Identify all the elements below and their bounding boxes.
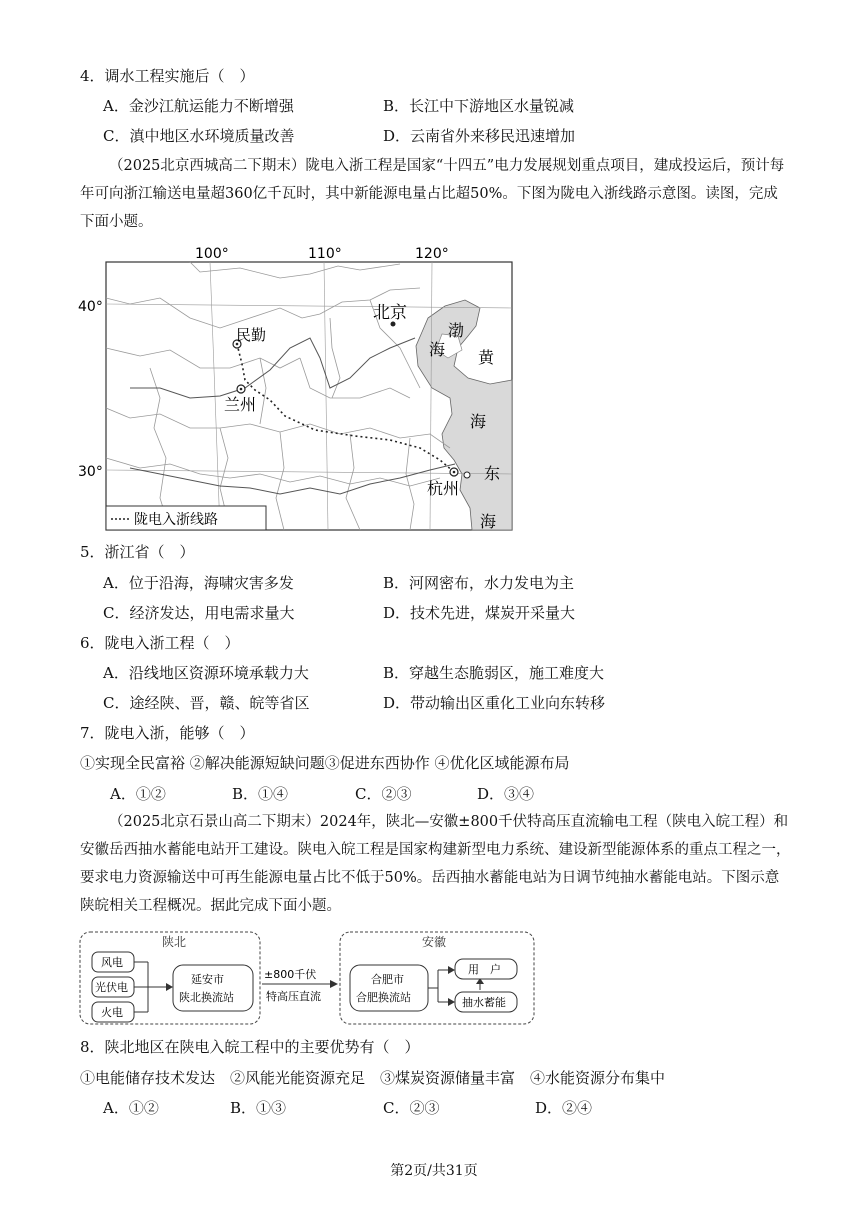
q6-option-a: A．沿线地区资源环境承载力大	[103, 664, 309, 682]
source-wind-label: 风电	[101, 956, 123, 969]
lat-label-30: 30°	[78, 464, 103, 480]
q5-option-d: D．技术先进，煤炭开采量大	[383, 604, 576, 622]
huanghai-label-2: 海	[470, 412, 487, 431]
q8-stem: 8．陕北地区在陕电入皖工程中的主要优势有（ ）	[80, 1038, 420, 1056]
q7-option-b: B．①④	[232, 785, 289, 803]
q7-items: ①实现全民富裕 ②解决能源短缺问题③促进东西协作 ④优化区域能源布局	[80, 754, 570, 772]
map-legend	[106, 506, 266, 530]
bohai-label-1: 渤	[448, 321, 465, 340]
page-number: 第2页/共31页	[390, 1163, 478, 1179]
legend-label: 陇电入浙线路	[134, 512, 218, 528]
source-thermal-label: 火电	[101, 1006, 123, 1019]
q7-option-a: A．①②	[110, 785, 166, 803]
route-map	[70, 238, 530, 534]
q7-stem: 7．陇电入浙，能够（ ）	[80, 724, 255, 742]
converter-right-bottom: 合肥换流站	[356, 991, 411, 1004]
q7-option-c: C．②③	[355, 785, 412, 803]
link-top-label: ±800千伏	[264, 968, 317, 981]
q6-stem: 6．陇电入浙工程（ ）	[80, 634, 240, 652]
storage-label: 抽水蓄能	[462, 996, 506, 1009]
lon-label-120: 120°	[415, 246, 449, 262]
q6-option-d: D．带动输出区重化工业向东转移	[383, 694, 606, 712]
q5-option-c: C．经济发达，用电需求量大	[103, 604, 295, 622]
converter-left-label: 陕北换流站	[179, 991, 234, 1004]
minqin-label: 民勤	[236, 326, 267, 344]
converter-left-prefix: 延安市	[191, 973, 224, 986]
passage-2: （2025北京石景山高二下期末）2024年，陕北—安徽±800千伏特高压直流输电工程（陕电入皖工程）和安徽岳西抽水蓄能电站开工建设。陕电入皖工程是国家构建新型电力系统、建设新型能源体系的重点工程之一，要求电力资源输送中可再生能源电量占比不低于50%。岳西抽水蓄能电站为日调节纯抽水蓄能电站。下图示意陕皖相关工程概况。据此完成下面小题。	[80, 814, 791, 914]
q5-stem: 5．浙江省（ ）	[80, 543, 195, 561]
q6-option-c: C．途经陕、晋，赣、皖等省区	[103, 694, 310, 712]
lon-label-100: 100°	[195, 246, 229, 262]
region-left-label: 陕北	[162, 935, 187, 949]
donghai-label-2: 海	[480, 512, 497, 531]
q4-option-b: B．长江中下游地区水量锐减	[383, 97, 575, 115]
project-diagram	[78, 930, 538, 1028]
region-right-label: 安徽	[422, 935, 447, 949]
link-bottom-label: 特高压直流	[266, 990, 321, 1003]
converter-left	[173, 965, 253, 1011]
q5-option-b: B．河网密布，水力发电为主	[383, 574, 575, 592]
users-label: 用 户	[468, 963, 501, 976]
lon-label-110: 110°	[308, 246, 342, 262]
q6-option-b: B．穿越生态脆弱区，施工难度大	[383, 664, 605, 682]
q4-option-d: D．云南省外来移民迅速增加	[383, 127, 576, 145]
converter-right	[350, 965, 428, 1011]
converter-right-top: 合肥市	[371, 973, 404, 986]
q4-stem: 4．调水工程实施后（ ）	[80, 67, 255, 85]
lat-label-40: 40°	[78, 299, 103, 315]
bohai-label-2: 海	[429, 340, 446, 359]
q8-option-c: C．②③	[383, 1099, 440, 1117]
lanzhou-label: 兰州	[224, 395, 257, 414]
beijing-label: 北京	[373, 303, 407, 323]
q7-option-d: D．③④	[477, 785, 535, 803]
huanghai-label-1: 黄	[478, 348, 495, 367]
q8-option-b: B．①③	[230, 1099, 287, 1117]
q8-items: ①电能储存技术发达 ②风能光能资源充足 ③煤炭资源储量丰富 ④水能资源分布集中	[80, 1069, 666, 1087]
hangzhou-label: 杭州	[427, 479, 460, 498]
q8-option-d: D．②④	[535, 1099, 593, 1117]
beijing-marker	[373, 303, 407, 327]
q8-option-a: A．①②	[103, 1099, 159, 1117]
donghai-label-1: 东	[484, 464, 501, 483]
q5-option-a: A．位于沿海，海啸灾害多发	[103, 574, 294, 592]
passage-1: （2025北京西城高二下期末）陇电入浙工程是国家“十四五”电力发展规划重点项目，建成投运后，预计每年可向浙江输送电量超360亿千瓦时，其中新能源电量占比超50%。下图为陇电入浙线路示意图。读图，完成下面小题。	[80, 158, 785, 230]
q4-option-c: C．滇中地区水环境质量改善	[103, 127, 295, 145]
source-solar-label: 光伏电	[95, 981, 128, 994]
q4-option-a: A．金沙江航运能力不断增强	[103, 97, 294, 115]
